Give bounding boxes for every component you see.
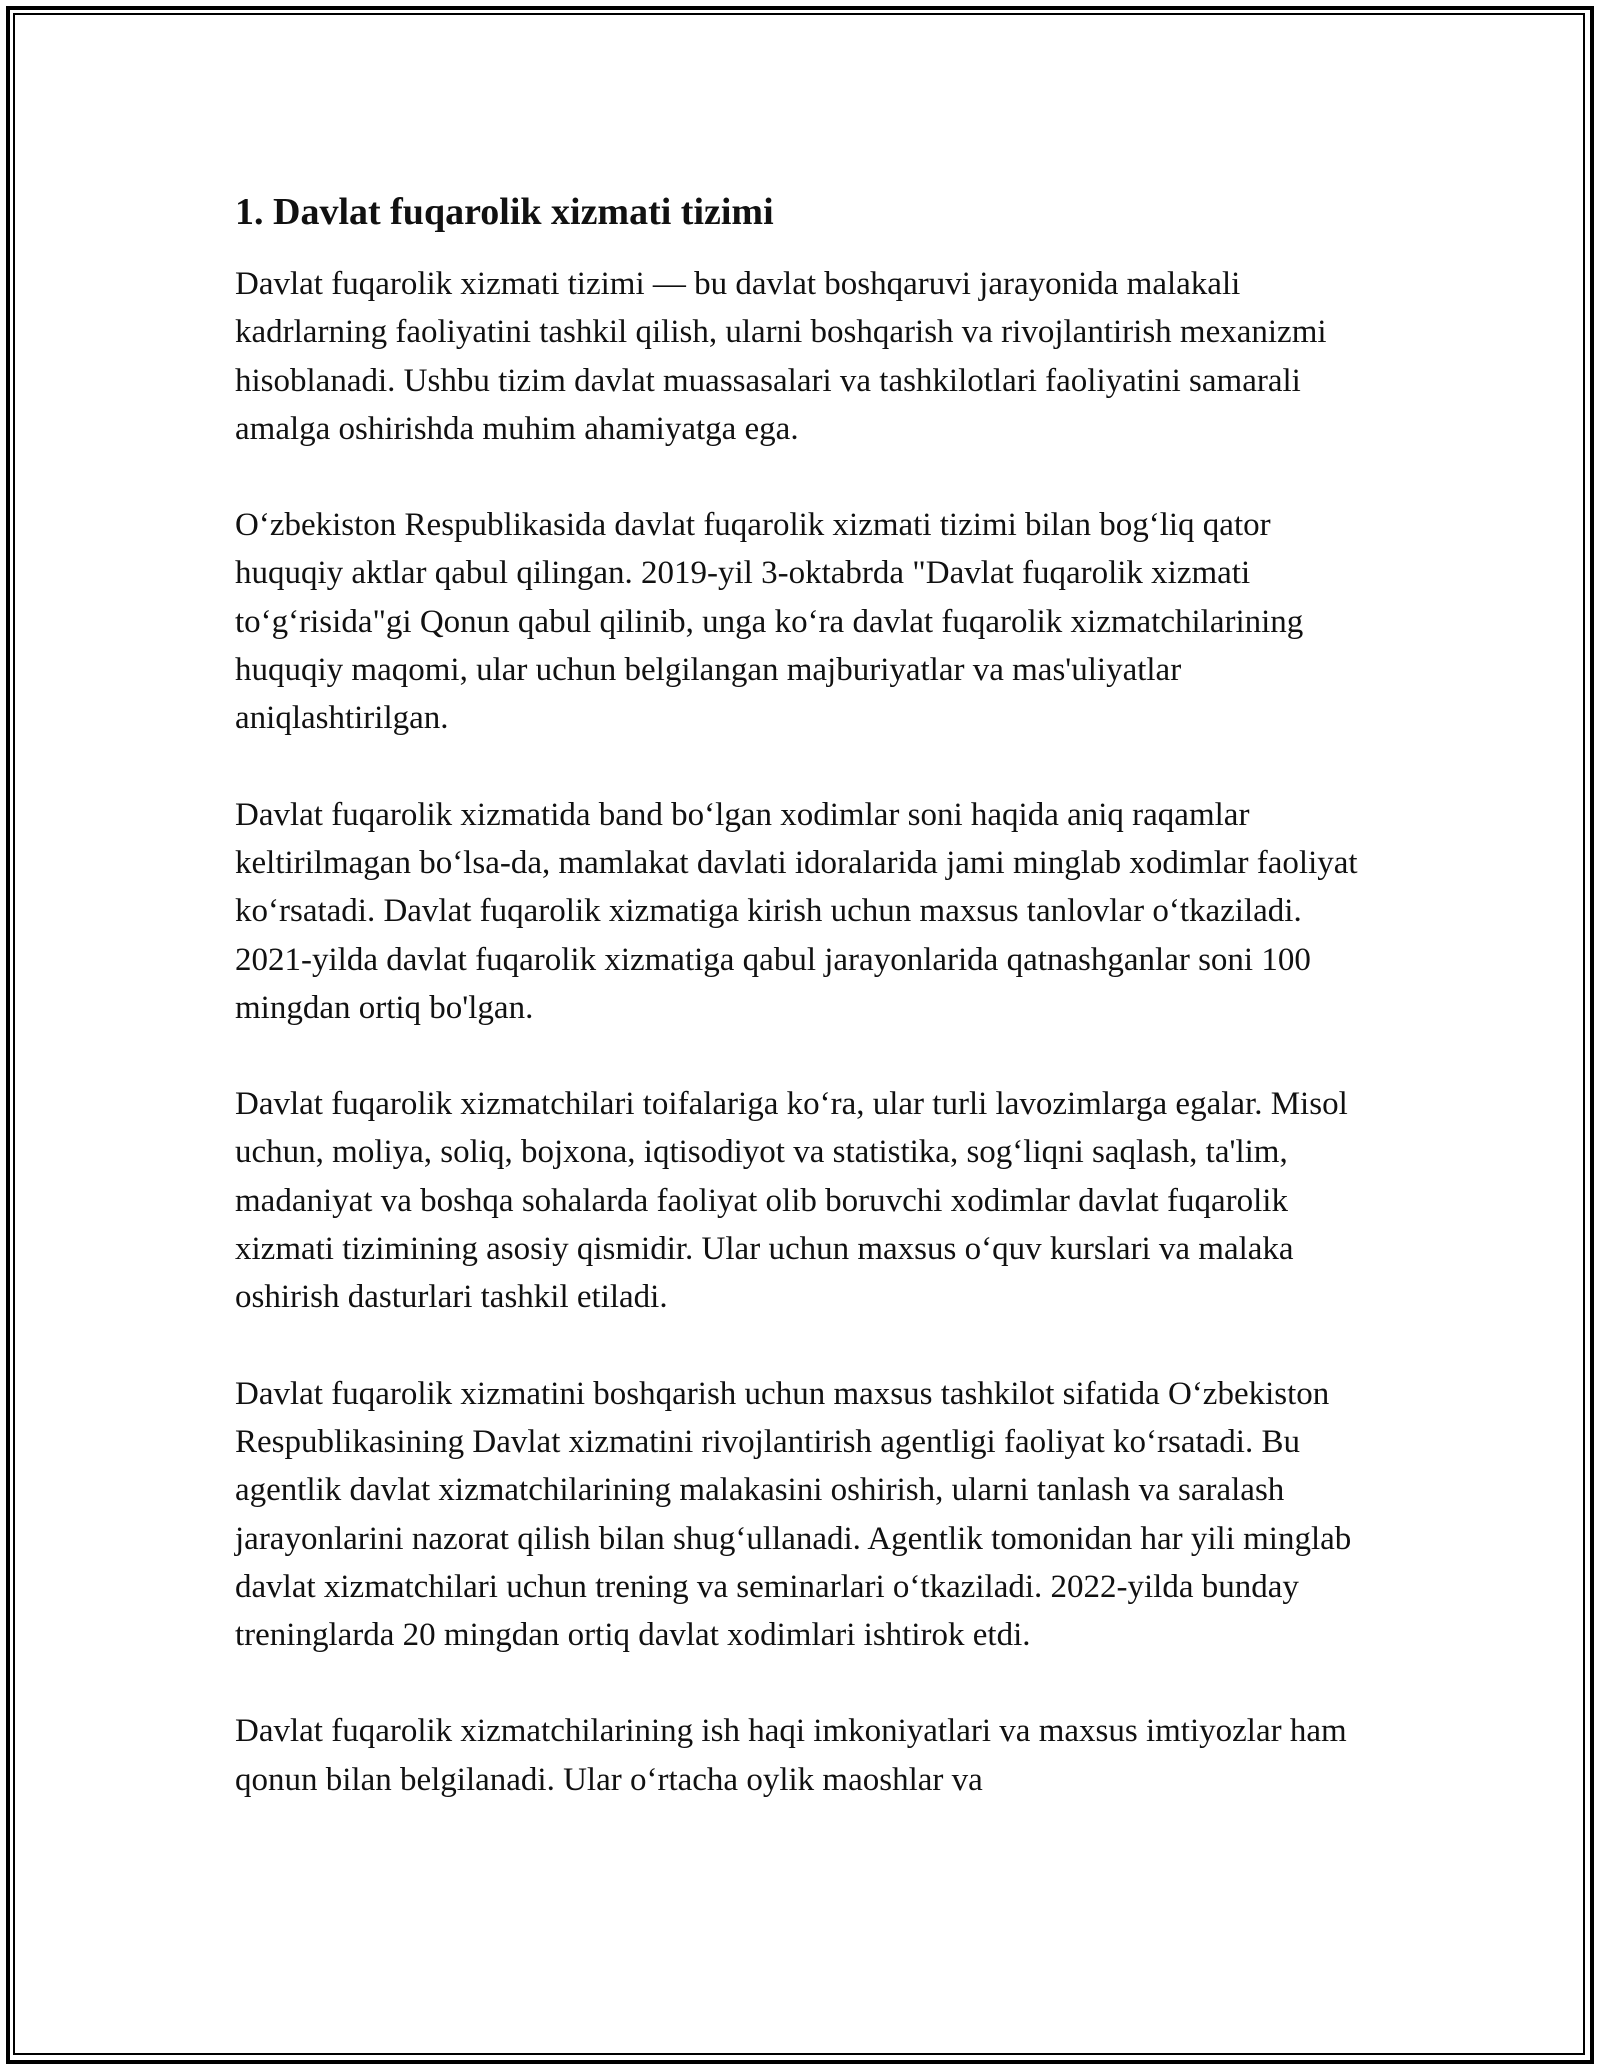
paragraph-2: O‘zbekiston Respublikasida davlat fuqarolik xizmati tizimi bilan bog‘liq qator huquqiy aktlar qabul qilingan. 2019-yil 3-oktabrda "Davlat fuqarolik xizmati to‘g‘risida"gi Qonun qabul qilinib, unga ko‘ra davlat fuqarolik xizmatchilarining huquqiy maqomi, ular uchun belgilangan majburiyatlar va mas'uliyatlar aniqlashtirilgan. <box>235 507 1304 737</box>
paragraph-6: Davlat fuqarolik xizmatchilarining ish haqi imkoniyatlari va maxsus imtiyozlar ham qonun bilan belgilanadi. Ular o‘rtacha oylik maoshlar va <box>235 1713 1347 1798</box>
document-body <box>235 186 1375 1852</box>
paragraph-1: Davlat fuqarolik xizmati tizimi — bu davlat boshqaruvi jarayonida malakali kadrlarning faoliyatini tashkil qilish, ularni boshqarish va rivojlantirish mexanizmi hisoblanadi. Ushbu tizim davlat muassasalari va tashkilotlari faoliyatini samarali amalga oshirishda muhim ahamiyatga ega. <box>235 266 1327 447</box>
section-heading: 1. Davlat fuqarolik xizmati tizimi <box>235 191 774 233</box>
paragraph-5: Davlat fuqarolik xizmatini boshqarish uchun maxsus tashkilot sifatida O‘zbekiston Respublikasining Davlat xizmatini rivojlantirish agentligi faoliyat ko‘rsatadi. Bu agentlik davlat xizmatchilarining malakasini oshirish, ularni tanlash va saralash jarayonlarini nazorat qilish bilan shug‘ullanadi. Agentlik tomonidan har yili minglab davlat xizmatchilari uchun trening va seminarlari o‘tkaziladi. 2022-yilda bunday treninglarda 20 mingdan ortiq davlat xodimlari ishtirok etdi. <box>235 1375 1352 1654</box>
paragraph-4: Davlat fuqarolik xizmatchilari toifalariga ko‘ra, ular turli lavozimlarga egalar. Misol uchun, moliya, soliq, bojxona, iqtisodiyot va statistika, sog‘liqni saqlash, ta'lim, madaniyat va boshqa sohalarda faoliyat olib boruvchi xodimlar davlat fuqarolik xizmati tizimining asosiy qismidir. Ular uchun maxsus o‘quv kurslari va malaka oshirish dasturlari tashkil etiladi. <box>235 1086 1348 1316</box>
paragraph-3: Davlat fuqarolik xizmatida band bo‘lgan xodimlar soni haqida aniq raqamlar keltirilmagan bo‘lsa-da, mamlakat davlati idoralarida jami minglab xodimlar faoliyat ko‘rsatadi. Davlat fuqarolik xizmatiga kirish uchun maxsus tanlovlar o‘tkaziladi. 2021-yilda davlat fuqarolik xizmatiga qabul jarayonlarida qatnashganlar soni 100 mingdan ortiq bo'lgan. <box>235 796 1358 1026</box>
